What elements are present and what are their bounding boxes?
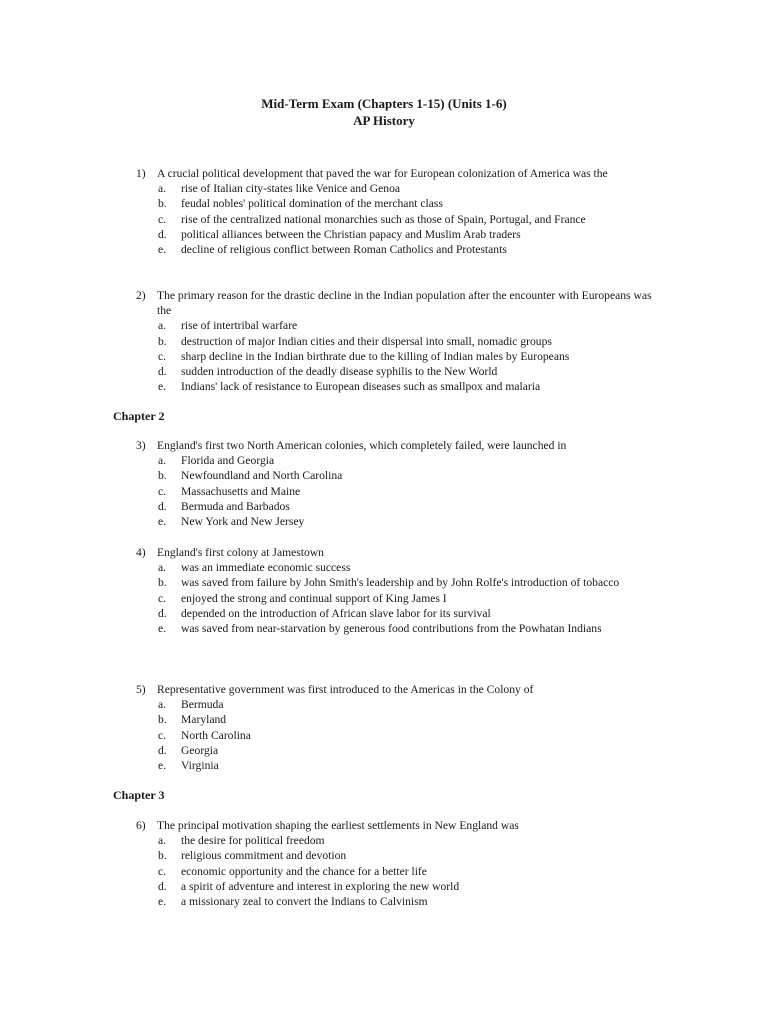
option-text: depended on the introduction of African slave labor for its survival <box>181 606 491 620</box>
answer-option <box>0 242 657 257</box>
option-text: was saved from near-starvation by generous food contributions from the Powhatan Indians <box>181 622 602 636</box>
question-stem <box>0 166 657 181</box>
question-5 <box>0 682 768 773</box>
option-letter: c. <box>158 591 167 605</box>
answer-option <box>0 879 657 894</box>
option-letter: c. <box>158 484 167 498</box>
question-6 <box>0 818 768 909</box>
answer-option <box>0 743 657 758</box>
answer-options <box>0 560 768 636</box>
question-number: 5) <box>136 683 146 696</box>
option-letter: d. <box>158 499 167 513</box>
answer-option <box>0 364 657 379</box>
option-letter: a. <box>158 319 167 333</box>
option-text: political alliances between the Christian papacy and Muslim Arab traders <box>181 227 521 241</box>
answer-options <box>0 453 768 529</box>
option-letter: b. <box>158 334 167 348</box>
question-1 <box>0 166 768 257</box>
exam-title: Mid-Term Exam (Chapters 1-15) (Units 1-6) <box>261 96 507 111</box>
answer-option <box>0 864 657 879</box>
answer-option <box>0 712 657 727</box>
option-letter: e. <box>158 895 167 909</box>
answer-option <box>0 453 657 468</box>
question-stem <box>0 288 657 318</box>
answer-option <box>0 728 657 743</box>
answer-option <box>0 697 657 712</box>
option-letter: a. <box>158 182 167 196</box>
option-letter: a. <box>158 834 167 848</box>
option-text: Bermuda and Barbados <box>181 499 290 513</box>
option-text: economic opportunity and the chance for a better life <box>181 864 427 878</box>
question-3 <box>0 438 768 529</box>
option-text: North Carolina <box>181 728 251 742</box>
answer-option <box>0 227 657 242</box>
question-number: 6) <box>136 819 146 832</box>
option-text: sudden introduction of the deadly disease syphilis to the New World <box>181 365 498 379</box>
question-text: The principal motivation shaping the earliest settlements in New England was <box>157 819 519 832</box>
option-letter: d. <box>158 743 167 757</box>
option-letter: a. <box>158 698 167 712</box>
option-text: feudal nobles' political domination of the merchant class <box>181 197 443 211</box>
answer-option <box>0 318 657 333</box>
option-letter: e. <box>158 759 167 773</box>
option-text: a missionary zeal to convert the Indians to Calvinism <box>181 895 428 909</box>
chapter-heading: Chapter 3 <box>113 788 165 802</box>
answer-option <box>0 560 657 575</box>
answer-option <box>0 758 657 773</box>
option-letter: b. <box>158 197 167 211</box>
answer-option <box>0 499 657 514</box>
option-letter: e. <box>158 243 167 257</box>
option-text: was an immediate economic success <box>181 561 351 575</box>
answer-options <box>0 318 768 394</box>
option-text: decline of religious conflict between Roman Catholics and Protestants <box>181 243 507 257</box>
option-text: the desire for political freedom <box>181 834 325 848</box>
answer-option <box>0 833 657 848</box>
question-text: England's first two North American colonies, which completely failed, were launched in <box>157 439 567 452</box>
question-text: A crucial political development that paved the war for European colonization of America was the <box>157 167 608 180</box>
option-letter: c. <box>158 728 167 742</box>
option-text: Virginia <box>181 759 219 773</box>
question-2 <box>0 288 768 394</box>
answer-options <box>0 697 768 773</box>
option-letter: e. <box>158 515 167 529</box>
option-letter: c. <box>158 212 167 226</box>
option-text: sharp decline in the Indian birthrate due to the killing of Indian males by Europeans <box>181 349 570 363</box>
question-number: 1) <box>136 167 146 180</box>
question-stem <box>0 818 657 833</box>
answer-options <box>0 181 768 257</box>
option-letter: a. <box>158 561 167 575</box>
answer-option <box>0 468 657 483</box>
option-text: religious commitment and devotion <box>181 849 347 863</box>
option-letter: b. <box>158 469 167 483</box>
answer-option <box>0 514 657 529</box>
answer-option <box>0 591 657 606</box>
option-text: Maryland <box>181 713 227 727</box>
question-number: 3) <box>136 439 146 452</box>
option-text: enjoyed the strong and continual support of King James I <box>181 591 447 605</box>
option-text: Bermuda <box>181 698 224 712</box>
option-letter: e. <box>158 380 167 394</box>
answer-option <box>0 606 657 621</box>
option-text: Georgia <box>181 743 219 757</box>
option-letter: d. <box>158 606 167 620</box>
answer-option <box>0 349 657 364</box>
option-letter: d. <box>158 365 167 379</box>
option-letter: b. <box>158 576 167 590</box>
option-text: rise of the centralized national monarchies such as those of Spain, Portugal, and France <box>181 212 586 226</box>
option-text: was saved from failure by John Smith's leadership and by John Rolfe's introduction of tobacco <box>181 576 620 590</box>
question-stem <box>0 545 657 560</box>
option-text: Massachusetts and Maine <box>181 484 301 498</box>
answer-option <box>0 484 657 499</box>
option-text: Florida and Georgia <box>181 454 275 468</box>
answer-option <box>0 894 657 909</box>
answer-option <box>0 379 657 394</box>
option-letter: b. <box>158 713 167 727</box>
chapter-heading: Chapter 2 <box>113 409 165 423</box>
option-text: Newfoundland and North Carolina <box>181 469 343 483</box>
option-letter: a. <box>158 454 167 468</box>
option-letter: c. <box>158 864 167 878</box>
question-4 <box>0 545 768 636</box>
answer-option <box>0 334 657 349</box>
answer-option <box>0 181 657 196</box>
question-stem <box>0 438 657 453</box>
question-text: The primary reason for the drastic decline in the Indian population after the encounter with Europeans was the <box>157 289 652 318</box>
option-text: Indians' lack of resistance to European diseases such as smallpox and malaria <box>181 380 541 394</box>
exam-subtitle: AP History <box>353 113 415 128</box>
option-text: a spirit of adventure and interest in exploring the new world <box>181 879 460 893</box>
question-number: 2) <box>136 289 146 302</box>
question-text: Representative government was first introduced to the Americas in the Colony of <box>157 683 534 696</box>
option-letter: e. <box>158 622 167 636</box>
question-text: England's first colony at Jamestown <box>157 546 324 559</box>
option-letter: b. <box>158 849 167 863</box>
option-text: destruction of major Indian cities and their dispersal into small, nomadic groups <box>181 334 552 348</box>
answer-option <box>0 848 657 863</box>
option-letter: d. <box>158 227 167 241</box>
answer-option <box>0 621 657 636</box>
option-text: rise of intertribal warfare <box>181 319 298 333</box>
answer-option <box>0 575 657 590</box>
option-letter: d. <box>158 879 167 893</box>
option-text: rise of Italian city-states like Venice and Genoa <box>181 182 401 196</box>
question-number: 4) <box>136 546 146 559</box>
answer-option <box>0 196 657 211</box>
answer-options <box>0 833 768 909</box>
answer-option <box>0 212 657 227</box>
option-text: New York and New Jersey <box>181 515 305 529</box>
question-stem <box>0 682 657 697</box>
option-letter: c. <box>158 349 167 363</box>
